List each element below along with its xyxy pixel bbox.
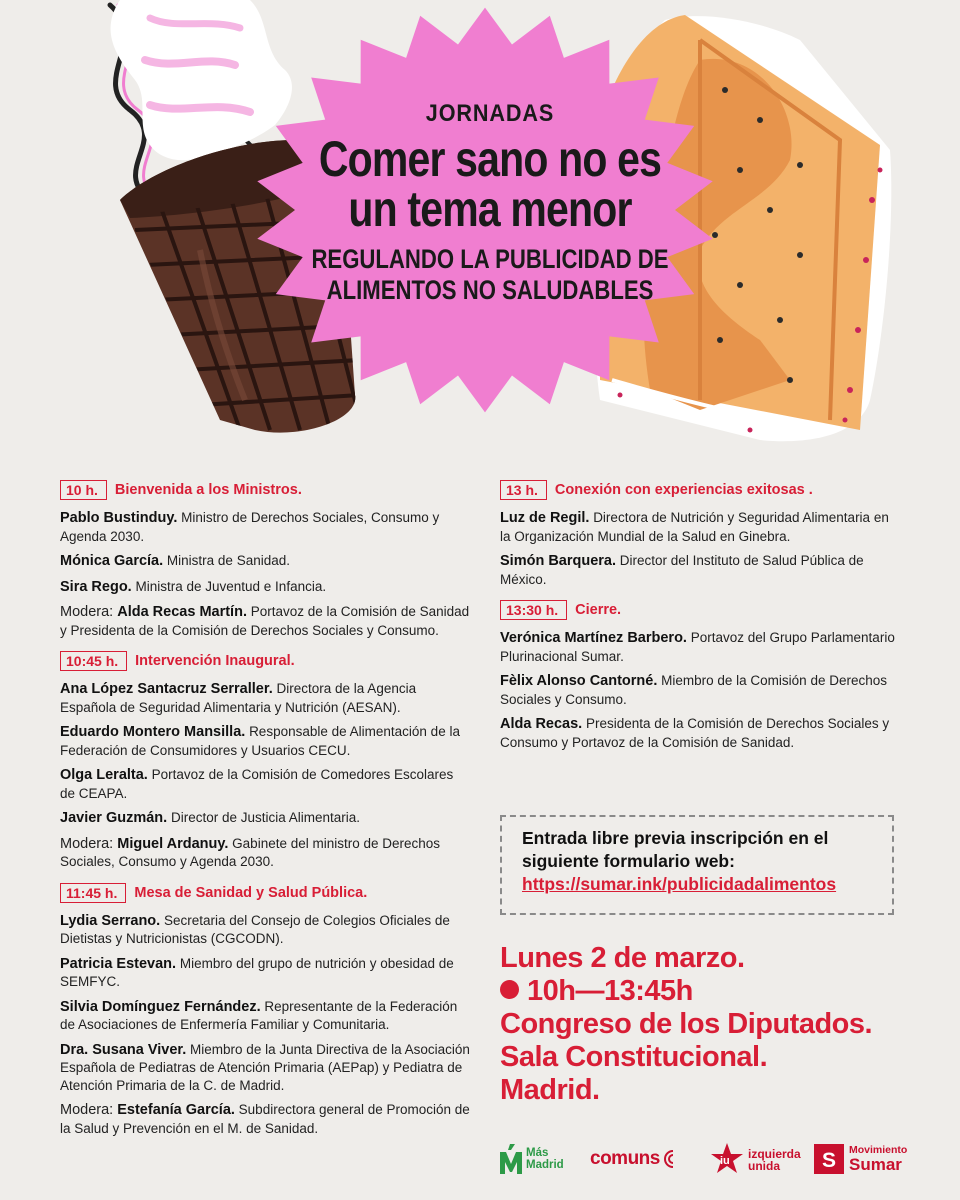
speaker-entry (60, 552, 470, 571)
title-line-1: Comer sano no es (318, 131, 662, 187)
speaker-name: Simón Barquera. (500, 553, 617, 569)
speaker-entry (60, 809, 470, 828)
logo-mas-madrid (498, 1142, 564, 1176)
speaker-prefix: Modera: (60, 1102, 118, 1118)
iu-line-1: izquierda (748, 1147, 801, 1161)
registration-line-2: siguiente formulario web: (522, 851, 735, 871)
speaker-entry (60, 578, 470, 597)
session-header (500, 480, 900, 500)
session-title: Conexión con experiencias exitosas . (554, 482, 813, 498)
registration-box (500, 815, 894, 915)
speaker-prefix: Modera: (60, 604, 118, 620)
session-time-badge: 10:45 h. (60, 651, 127, 671)
speaker-role: Miembro de la Comisión de Derechos Sociales y Consumo. (500, 673, 887, 707)
mas-madrid-line-1: Más (526, 1147, 549, 1159)
speaker-entry (500, 552, 900, 588)
speaker-entry (60, 680, 470, 716)
speaker-name: Miguel Ardanuy. (117, 835, 229, 852)
speaker-name: Verónica Martínez Barbero. (500, 630, 687, 646)
sumar-mark-icon (814, 1144, 844, 1174)
bullet-dot-icon (500, 980, 519, 999)
speaker-entry (60, 912, 470, 948)
speaker-role: Portavoz del Grupo Parlamentario Plurinacional Sumar. (500, 630, 895, 664)
program-session (500, 480, 900, 588)
speaker-role: Ministra de Juventud e Infancia. (135, 578, 327, 594)
title-block (260, 100, 720, 306)
speaker-name: Dra. Susana Viver. (60, 1041, 187, 1058)
speaker-entry (60, 835, 470, 871)
speaker-role: Directora de Nutrición y Seguridad Alimentaria en la Organización Mundial de la Salud en Ginebra. (500, 510, 889, 544)
speaker-entry (60, 603, 470, 639)
comuns-wordmark: comuns (590, 1148, 660, 1169)
session-header (500, 600, 900, 620)
speaker-entry (500, 509, 900, 545)
speaker-role: Portavoz de la Comisión de Comedores Escolares de CEAPA. (60, 767, 454, 801)
registration-link[interactable]: https://sumar.ink/publicidadalimentos (522, 874, 837, 894)
event-hours: 10h—13:45h (527, 975, 693, 1007)
speaker-name: Eduardo Montero Mansilla. (60, 724, 246, 740)
speaker-name: Luz de Regil. (500, 510, 590, 526)
session-header (60, 883, 470, 903)
partner-logos (498, 1142, 918, 1182)
speaker-role: Ministra de Sanidad. (166, 553, 290, 568)
speaker-name: Javier Guzmán. (60, 810, 168, 826)
speaker-name: Pablo Bustinduy. (60, 510, 178, 526)
speaker-name: Alda Recas Martín. (117, 604, 247, 620)
speaker-role: Director de Justicia Alimentaria. (170, 810, 361, 825)
speaker-entry (60, 509, 470, 545)
speaker-name: Estefanía García. (117, 1102, 235, 1118)
event-room: Sala Constitucional. (500, 1041, 768, 1073)
session-header (60, 651, 470, 671)
speaker-name: Patricia Estevan. (60, 955, 177, 972)
event-hours-row (500, 975, 920, 1008)
speaker-role: Director del Instituto de Salud Pública de México. (500, 553, 864, 587)
speaker-role: Representante de la Federación de Asociaciones de Enfermería Familiar y Comunitaria. (60, 998, 458, 1032)
kicker-label: JORNADAS (425, 100, 555, 127)
mas-madrid-line-2: Madrid (526, 1159, 564, 1171)
program-left-column (60, 480, 470, 1149)
session-time-badge: 10 h. (60, 480, 107, 500)
speaker-role: Presidenta de la Comisión de Derechos Sociales y Consumo y Portavoz de la Comisión de Sanidad. (500, 716, 890, 750)
event-venue: Congreso de los Diputados. (500, 1008, 873, 1040)
speaker-entry (60, 1041, 470, 1095)
speaker-entry (60, 955, 470, 991)
program-session (500, 600, 900, 751)
registration-line-1: Entrada libre previa inscripción en el (522, 828, 829, 848)
iu-line-2: unida (748, 1159, 780, 1173)
session-title: Mesa de Sanidad y Salud Pública. (134, 884, 368, 901)
mas-madrid-mark-icon (498, 1142, 524, 1176)
session-title: Intervención Inaugural. (135, 653, 295, 669)
speaker-role: Subdirectora general de Promoción de la Salud y Prevención en el M. de Sanidad. (60, 1102, 470, 1136)
session-title: Cierre. (575, 602, 622, 618)
speaker-name: Silvia Domínguez Fernández. (60, 998, 261, 1015)
session-time-badge: 11:45 h. (60, 883, 126, 903)
speaker-entry (60, 766, 470, 802)
program-session (60, 480, 470, 639)
program-session (60, 651, 470, 871)
session-title: Bienvenida a los Ministros. (114, 482, 302, 498)
speaker-entry (500, 715, 900, 751)
izquierda-unida-star-icon (710, 1142, 744, 1178)
speaker-name: Mónica García. (60, 553, 164, 569)
speaker-role: Gabinete del ministro de Derechos Sociales, Consumo y Agenda 2030. (60, 835, 441, 869)
event-info (500, 942, 920, 1107)
speaker-name: Fèlix Alonso Cantorné. (500, 673, 658, 689)
speaker-entry (500, 629, 900, 665)
subtitle-line-1: REGULANDO LA PUBLICIDAD DE (311, 244, 669, 274)
speaker-role: Portavoz de la Comisión de Sanidad y Presidenta de la Comisión de Derechos Sociales y Consumo. (60, 604, 470, 638)
speaker-role: Secretaria del Consejo de Colegios Oficiales de Dietistas y Nutricionistas (CGCODN). (60, 912, 450, 946)
speaker-prefix: Modera: (60, 835, 118, 852)
logo-movimiento-sumar (814, 1144, 907, 1174)
session-time-badge: 13 h. (500, 480, 547, 500)
speaker-role: Directora de la Agencia Española de Seguridad Alimentaria y Nutrición (AESAN). (60, 681, 417, 715)
logo-comuns (590, 1148, 683, 1170)
program-session (60, 883, 470, 1138)
speaker-role: Ministro de Derechos Sociales, Consumo y Agenda 2030. (60, 510, 440, 544)
main-title (301, 131, 678, 237)
speaker-name: Ana López Santacruz Serraller. (60, 681, 273, 697)
session-time-badge: 13:30 h. (500, 600, 567, 620)
speaker-entry (60, 998, 470, 1034)
speaker-name: Lydia Serrano. (60, 912, 161, 929)
speaker-name: Olga Leralta. (60, 767, 148, 783)
svg-text:S: S (822, 1149, 837, 1172)
speaker-role: Miembro del grupo de nutrición y obesidad de SEMFYC. (60, 955, 454, 989)
sumar-line-2: Sumar (849, 1155, 902, 1174)
speaker-entry (60, 723, 470, 759)
session-header (60, 480, 470, 500)
logo-izquierda-unida (710, 1142, 801, 1178)
svg-text:iu: iu (720, 1155, 730, 1167)
speaker-entry (500, 672, 900, 708)
program-right-column (500, 480, 900, 763)
subtitle (301, 244, 678, 306)
speaker-name: Sira Rego. (60, 578, 132, 595)
speaker-role: Responsable de Alimentación de la Federación de Consumidores y Usuarios CECU. (60, 724, 460, 758)
comuns-arcs-icon (663, 1149, 683, 1169)
speaker-entry (60, 1101, 470, 1137)
event-date: Lunes 2 de marzo. (500, 942, 745, 974)
subtitle-line-2: ALIMENTOS NO SALUDABLES (326, 275, 654, 305)
sumar-line-1: Movimiento (849, 1144, 908, 1156)
speaker-name: Alda Recas. (500, 716, 583, 732)
speaker-role: Miembro de la Junta Directiva de la Asociación Española de Pediatras de Atención Primaria (AEPap) y Pediatra de Atención Primaria de la C. de Madrid. (60, 1041, 470, 1093)
title-line-2: un tema menor (348, 181, 632, 237)
event-city: Madrid. (500, 1074, 600, 1106)
